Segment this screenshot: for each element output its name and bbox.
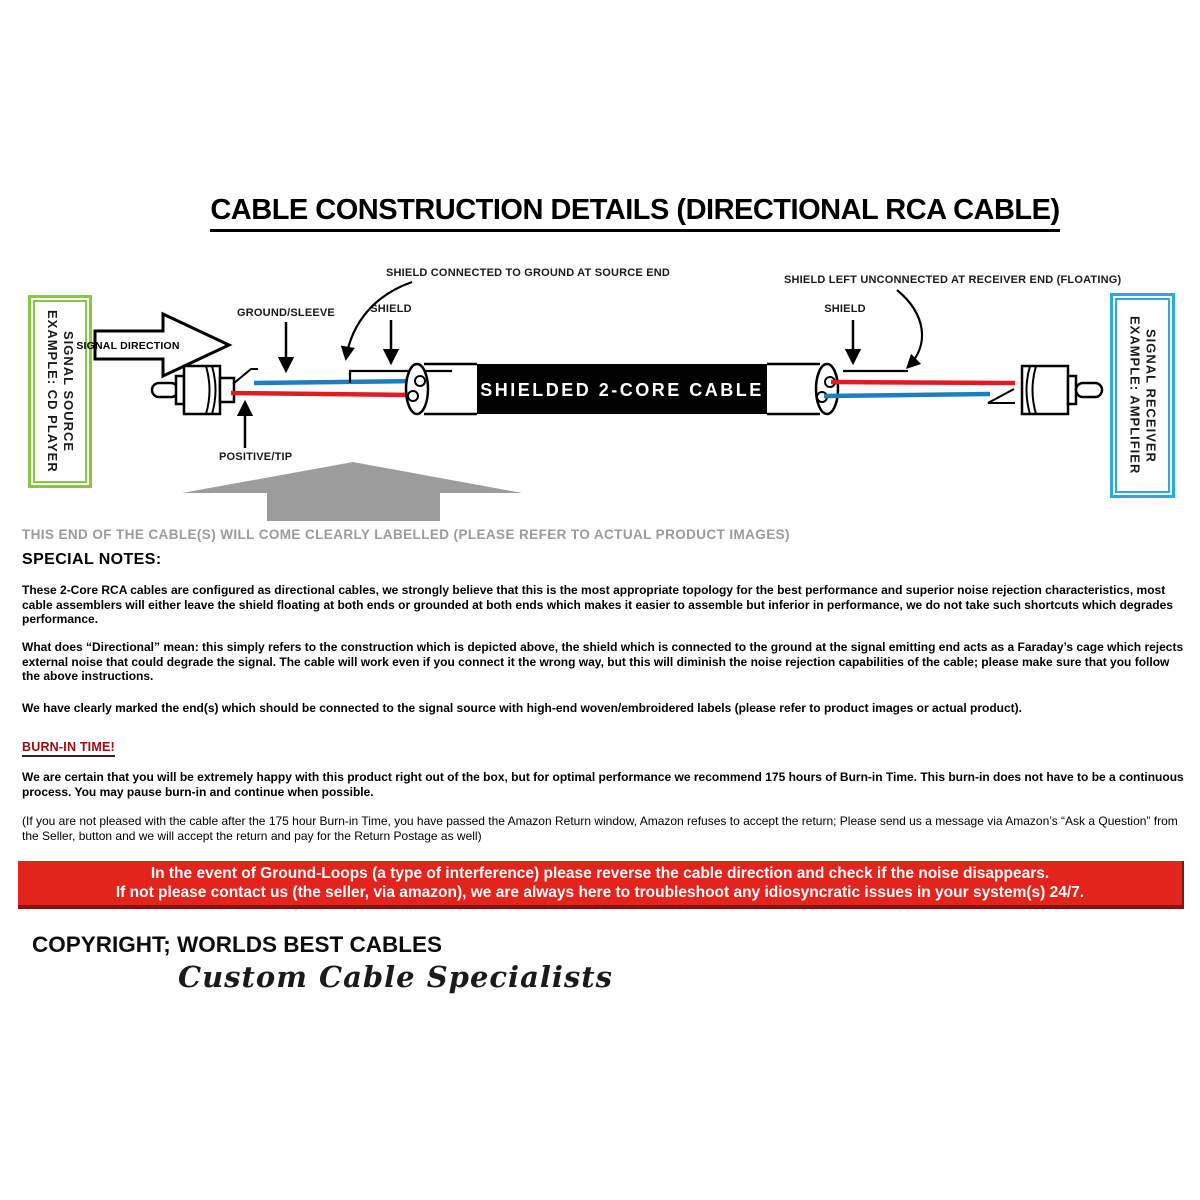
page-title [70, 194, 1200, 232]
special-notes-para2: What does “Directional” mean: this simply refers to the construction which is depicted above, the shield which is connected to the ground at the signal emitting end acts as a Faraday’s cage which rejects external noise that could degrade the signal. The cable will work even if you connect it the wrong way, but this will diminish the noise rejection capabilities of the cable; please make sure that you follow the above instructions. [22, 640, 1184, 683]
cable-body [406, 364, 838, 414]
cable-jacket-label: SHIELDED 2-CORE CABLE [480, 380, 764, 400]
signal-direction-label: SIGNAL DIRECTION [76, 340, 180, 352]
ground-loop-banner-line2: If not please contact us (the seller, via amazon), we are always here to troubleshoot any idiosyncratic issues in your system(s) 24/7. [115, 884, 1085, 901]
cable-cross-section-right [816, 364, 838, 414]
shield-left-label: SHIELD [370, 303, 412, 315]
special-notes-heading: SPECIAL NOTES: [22, 551, 162, 568]
big-up-arrow [182, 462, 522, 521]
burn-in-heading: BURN-IN TIME! [22, 740, 115, 757]
positive-tip-label: POSITIVE/TIP [219, 451, 293, 463]
burn-in-para2: (If you are not pleased with the cable after the 175 hour Burn-in Time, you have passed the Amazon Return window, Amazon refuses to accept the return; Please send us a message via Amazon’s “Ask a Question” from the Seller, button and we will accept the return and pay for the Return Postage as well) [22, 814, 1178, 843]
shield-unconnected-label: SHIELD LEFT UNCONNECTED AT RECEIVER END (FLOATING) [784, 274, 1122, 286]
ground-wire-left [254, 381, 418, 383]
copyright-text: COPYRIGHT; WORLDS BEST CABLES [32, 932, 443, 957]
shield-connected-arrow [346, 282, 412, 358]
special-notes-para3: We have clearly marked the end(s) which should be connected to the signal source with high-end woven/embroidered labels (please refer to product images or actual product). [22, 701, 1022, 715]
special-notes-para1: These 2-Core RCA cables are configured as directional cables, we strongly believe that this is the most appropriate topology for the best performance and superior noise rejection characteristics, most cable assemblers will either leave the shield floating at both ends or grounded at both ends which makes it easier to assemble but inferior in performance, we do not take such shortcuts which degrades performance. [22, 583, 1173, 626]
signal-receiver-line2: EXAMPLE: AMPLIFIER [1127, 316, 1143, 475]
signal-source-line2: EXAMPLE: CD PLAYER [45, 310, 60, 473]
ground-loop-banner-line1: In the event of Ground-Loops (a type of interference) please reverse the cable direction and check if the noise disappears. [150, 865, 1050, 882]
tagline-text: Custom Cable Specialists [178, 960, 613, 994]
signal-source-line1: SIGNAL SOURCE [61, 330, 76, 453]
burn-in-heading-wrap [22, 738, 115, 757]
burn-in-para1: We are certain that you will be extremely happy with this product right out of the box, but for optimal performance we recommend 175 hours of Burn-in Time. This burn-in does not have to be a continuous process. You may pause burn-in and continue when possible. [22, 770, 1184, 799]
cable-cross-section-left [406, 364, 428, 414]
ground-loop-banner [18, 861, 1184, 909]
shield-right-label: SHIELD [824, 303, 866, 315]
shield-unconnected-arrow [897, 290, 922, 367]
positive-wire-left [231, 393, 413, 395]
positive-wire-right [831, 382, 1015, 383]
right-rca-connector [988, 366, 1102, 414]
cable-diagram [0, 250, 1200, 530]
ground-wire-right [824, 394, 990, 396]
labelled-end-caption: THIS END OF THE CABLE(S) WILL COME CLEARLY LABELLED (PLEASE REFER TO ACTUAL PRODUCT IMAGES) [22, 527, 790, 542]
signal-receiver-line1: SIGNAL RECEIVER [1143, 328, 1159, 463]
shield-connected-label: SHIELD CONNECTED TO GROUND AT SOURCE END [386, 267, 671, 279]
page-title-text: CABLE CONSTRUCTION DETAILS (DIRECTIONAL RCA CABLE) [210, 194, 1059, 232]
ground-sleeve-label: GROUND/SLEEVE [237, 307, 335, 319]
